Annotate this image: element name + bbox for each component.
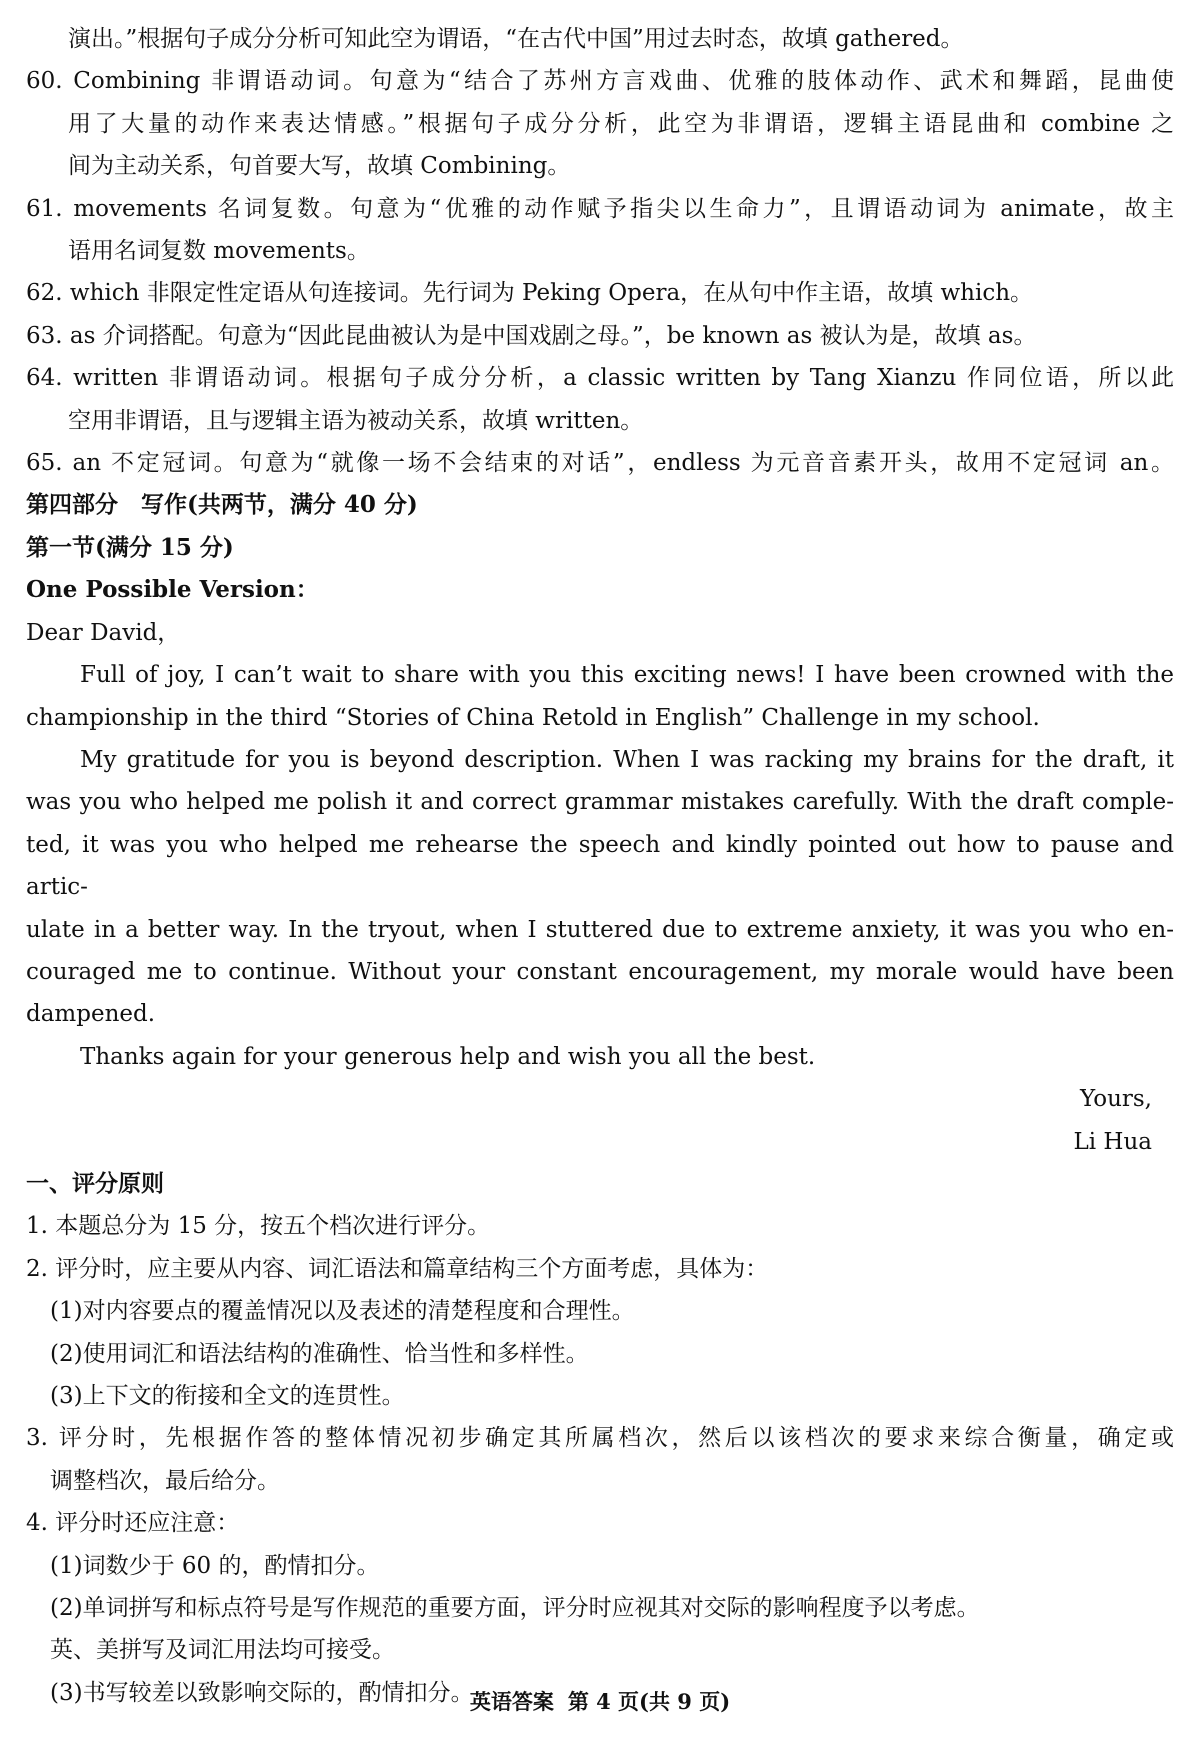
letter-greeting: Dear David， (26, 619, 181, 646)
answer-60-line: 60. Combining 非谓语动词。句意为“结合了苏州方言戏曲、优雅的肢体动作、武术和舞蹈，昆曲使 (26, 68, 1174, 95)
letter-line: ulate in a better way. In the tryout, when I stuttered due to extreme anxiety, it was you who en- (26, 916, 1174, 943)
rubric-line: 英、美拼写及词汇用法均可接受。 (50, 1637, 395, 1664)
letter-line: couraged me to continue. Without your constant encouragement, my morale would have been (26, 958, 1174, 985)
footer-subject: 英语答案 (469, 1689, 554, 1714)
letter-closing: Yours, (1080, 1086, 1152, 1113)
answer-61-line: 语用名词复数 movements。 (68, 238, 370, 265)
answer-60-line: 用了大量的动作来表达情感。”根据句子成分分析，此空为非谓语，逻辑主语昆曲和 combine 之 (68, 110, 1174, 137)
rubric-line: (3)上下文的衔接和全文的连贯性。 (50, 1383, 405, 1409)
answer-65-line: 65. an 不定冠词。句意为“就像一场不会结束的对话”，endless 为元音音素开头，故用不定冠词 an。 (26, 450, 1174, 477)
answer-60-line: 间为主动关系，句首要大写，故填 Combining。 (68, 153, 571, 180)
letter-signature: Li Hua (1073, 1128, 1152, 1155)
version-label: One Possible Version： (26, 576, 319, 604)
section-heading: 第一节(满分 15 分) (26, 533, 234, 561)
rubric-line: 3. 评分时，先根据作答的整体情况初步确定其所属档次，然后以该档次的要求来综合衡量，确定或 (26, 1425, 1174, 1452)
rubric-heading: 一、评分原则 (26, 1169, 164, 1197)
letter-line: was you who helped me polish it and correct grammar mistakes carefully. With the draft comple- (26, 789, 1174, 816)
answer-61-line: 61. movements 名词复数。句意为“优雅的动作赋予指尖以生命力”，且谓语动词为 animate，故主 (26, 195, 1174, 222)
answer-64-line: 64. written 非谓语动词。根据句子成分分析，a classic written by Tang Xianzu 作同位语，所以此 (26, 365, 1174, 392)
letter-line: ted, it was you who helped me rehearse the speech and kindly pointed out how to pause and artic- (26, 831, 1174, 901)
letter-line: championship in the third “Stories of China Retold in English” Challenge in my school. (26, 704, 1040, 731)
rubric-line: 调整档次，最后给分。 (50, 1467, 280, 1494)
answer-line: 演出。”根据句子成分分析可知此空为谓语，“在古代中国”用过去时态，故填 gathered。 (68, 26, 964, 52)
rubric-line: (2)单词拼写和标点符号是写作规范的重要方面，评分时应视其对交际的影响程度予以考虑。 (50, 1595, 980, 1622)
rubric-line: (1)对内容要点的覆盖情况以及表述的清楚程度和合理性。 (50, 1298, 635, 1325)
letter-line: dampened. (26, 1001, 156, 1028)
answer-63-line: 63. as 介词搭配。句意为“因此昆曲被认为是中国戏剧之母。”，be known as 被认为是，故填 as。 (26, 322, 1037, 349)
rubric-line: 1. 本题总分为 15 分，按五个档次进行评分。 (26, 1213, 491, 1240)
letter-line: My gratitude for you is beyond description. When I was racking my brains for the draft, it (80, 746, 1174, 773)
letter-line: Thanks again for your generous help and wish you all the best. (80, 1043, 816, 1070)
rubric-line: (2)使用词汇和语法结构的准确性、恰当性和多样性。 (50, 1340, 589, 1367)
answer-64-line: 空用非谓语，且与逻辑主语为被动关系，故填 written。 (68, 407, 644, 434)
page-footer (0, 1686, 1200, 1716)
footer-page-number: 第 4 页(共 9 页) (567, 1689, 731, 1714)
rubric-line: (3)书写较差以致影响交际的，酌情扣分。 (50, 1679, 474, 1706)
rubric-line: (1)词数少于 60 的，酌情扣分。 (50, 1552, 380, 1579)
answer-62-line: 62. which 非限定性定语从句连接词。先行词为 Peking Opera，在从句中作主语，故填 which。 (26, 280, 1034, 307)
letter-line: Full of joy, I can’t wait to share with you this exciting news! I have been crowned with the (80, 662, 1174, 689)
rubric-line: 4. 评分时还应注意： (26, 1510, 240, 1537)
rubric-line: 2. 评分时，应主要从内容、词汇语法和篇章结构三个方面考虑，具体为： (26, 1255, 769, 1282)
part-heading: 第四部分 写作(共两节，满分 40 分) (26, 491, 418, 519)
